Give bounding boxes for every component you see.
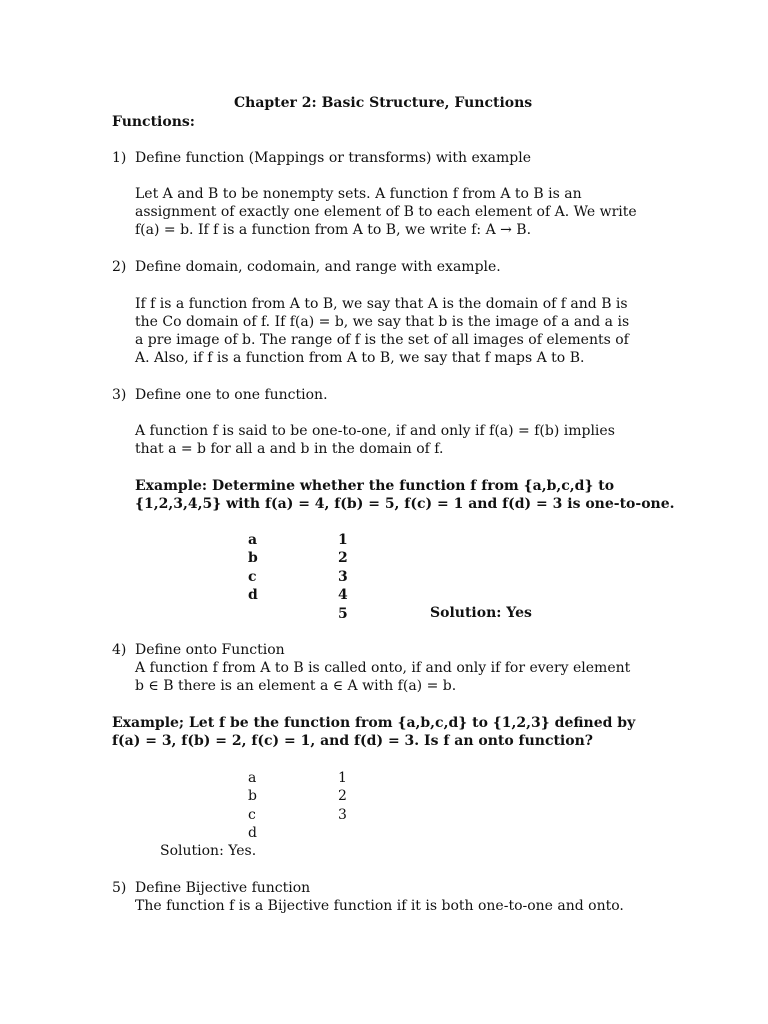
codomain-item: 3 (338, 806, 347, 823)
codomain-item: 1 (338, 770, 347, 786)
domain-item: b (248, 550, 258, 567)
domain-item: a (248, 770, 257, 786)
q4-example-line: Example; Let f be the function from {a,b,c,d} to {1,2,3} defined by (112, 715, 636, 731)
section-heading: Functions: (112, 114, 195, 130)
q3-domain-column (248, 531, 258, 605)
codomain-item: 5 (338, 605, 348, 622)
q2-answer-line: a pre image of b. The range of f is the set of all images of elements of (135, 332, 629, 348)
q4-answer (135, 659, 655, 695)
q2-answer-line: the Co domain of f. If f(a) = b, we say that b is the image of a and a is (135, 314, 630, 330)
q4-number: 4) (112, 642, 127, 658)
q3-answer-line: A function f is said to be one-to-one, if and only if f(a) = f(b) implies (135, 423, 615, 439)
domain-item: b (248, 788, 257, 805)
q1-answer (135, 185, 655, 239)
q5-answer: The function f is a Bijective function if it is both one-to-one and onto. (135, 898, 624, 914)
q1-answer-line: Let A and B to be nonempty sets. A function f from A to B is an (135, 186, 582, 202)
q1-question: Define function (Mappings or transforms) with example (135, 150, 532, 166)
domain-item: c (248, 568, 257, 585)
q5-question: Define Bijective function (135, 880, 311, 896)
domain-item: c (248, 806, 256, 823)
q5-number: 5) (112, 880, 127, 896)
q4-question: Define onto Function (135, 642, 285, 658)
q2-answer (135, 295, 655, 367)
q3-codomain-column (338, 531, 348, 623)
page-title: Chapter 2: Basic Structure, Functions (234, 95, 533, 111)
q4-example (112, 714, 636, 750)
q4-answer-line: b ∈ B there is an element a ∈ A with f(a) = b. (135, 678, 457, 694)
q4-answer-line: A function f from A to B is called onto, if and only if for every element (135, 660, 631, 676)
q3-example (135, 477, 675, 513)
q3-example-line: {1,2,3,4,5} with f(a) = 4, f(b) = 5, f(c) = 1 and f(d) = 3 is one-to-one. (135, 496, 675, 512)
q3-solution: Solution: Yes (430, 605, 532, 621)
codomain-item: 1 (338, 532, 348, 548)
codomain-item: 2 (338, 550, 348, 567)
q1-answer-line: f(a) = b. If f is a function from A to B, we write f: A → B. (135, 222, 532, 238)
q4-codomain-column (338, 769, 347, 824)
q4-domain-column (248, 769, 257, 843)
q4-example-line: f(a) = 3, f(b) = 2, f(c) = 1, and f(d) = 3. Is f an onto function? (112, 733, 593, 749)
q2-question: Define domain, codomain, and range with example. (135, 259, 501, 275)
domain-item: d (248, 825, 257, 842)
q3-example-line: Example: Determine whether the function f from {a,b,c,d} to (135, 478, 615, 494)
q3-number: 3) (112, 387, 127, 403)
codomain-item: 4 (338, 587, 348, 604)
q3-question: Define one to one function. (135, 387, 328, 403)
codomain-item: 2 (338, 788, 347, 805)
q4-solution: Solution: Yes. (160, 843, 257, 859)
domain-item: a (248, 532, 258, 548)
q1-answer-line: assignment of exactly one element of B to each element of A. We write (135, 204, 637, 220)
q2-answer-line: If f is a function from A to B, we say that A is the domain of f and B is (135, 296, 628, 312)
codomain-item: 3 (338, 568, 348, 585)
domain-item: d (248, 587, 258, 604)
q3-answer (135, 422, 655, 458)
q2-answer-line: A. Also, if f is a function from A to B, we say that f maps A to B. (135, 350, 585, 366)
q1-number: 1) (112, 150, 127, 166)
q3-answer-line: that a = b for all a and b in the domain of f. (135, 441, 444, 457)
q2-number: 2) (112, 259, 127, 275)
